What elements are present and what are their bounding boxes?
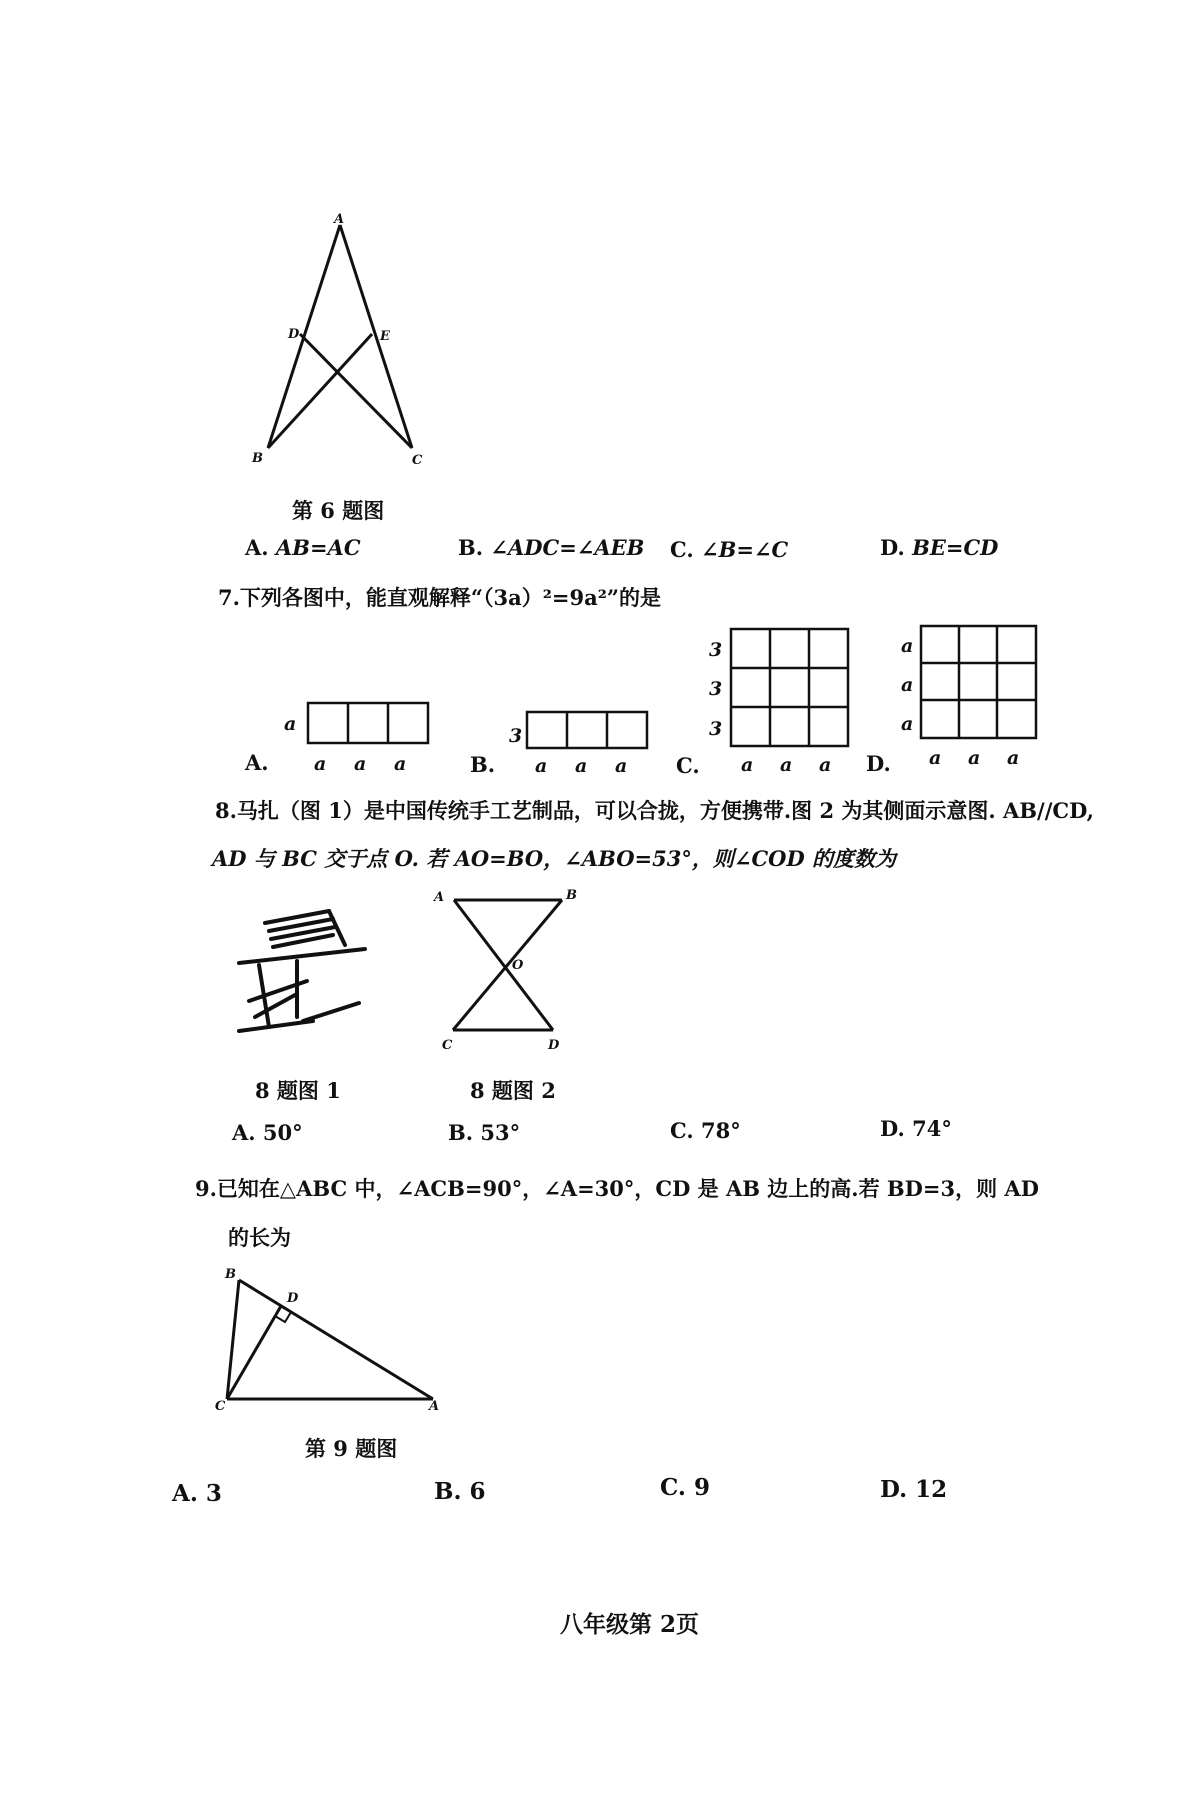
- q7c-side-label: 3: [709, 718, 723, 740]
- q8-option-b[interactable]: [448, 1120, 520, 1145]
- page-footer: 八年级第 2页: [560, 1611, 700, 1638]
- option-text: 53°: [480, 1120, 521, 1145]
- q7-option-c-letter[interactable]: C.: [676, 753, 700, 778]
- q7a-bottom-label: a: [394, 753, 407, 775]
- option-text: 6: [469, 1478, 486, 1505]
- q8-figure2-caption: 8 题图 2: [470, 1078, 556, 1103]
- q9-option-d[interactable]: [880, 1476, 947, 1503]
- q8-stool-illustration: [235, 905, 375, 1045]
- option-letter: C.: [670, 1118, 694, 1143]
- q6-option-d[interactable]: [880, 535, 998, 560]
- q9-point-d: D: [287, 1291, 299, 1306]
- q8-option-a[interactable]: [232, 1120, 303, 1145]
- q6-point-a: A: [334, 212, 345, 227]
- q7-figure-c[interactable]: [705, 625, 865, 785]
- q9-point-b: B: [225, 1267, 236, 1282]
- option-text: 74°: [912, 1116, 952, 1141]
- option-letter: B.: [448, 1120, 474, 1145]
- option-text: ∠B=∠C: [700, 537, 789, 562]
- q7-stem: 7.下列各图中，能直观解释“（3a）²=9a²”的是: [218, 585, 662, 610]
- q8-point-b: B: [566, 888, 577, 903]
- q7b-bottom-label: a: [575, 755, 588, 777]
- q6-point-c: C: [412, 453, 423, 468]
- q8-figure1-caption: 8 题图 1: [255, 1078, 341, 1103]
- option-letter: A.: [172, 1480, 198, 1507]
- option-text: 50°: [262, 1120, 303, 1145]
- q6-option-c[interactable]: [670, 537, 788, 562]
- q7b-side-label: 3: [509, 725, 523, 747]
- q9-option-a[interactable]: [172, 1480, 222, 1507]
- option-text: 9: [693, 1474, 710, 1501]
- q6-point-d: D: [288, 327, 300, 342]
- q8-figure2: [430, 885, 590, 1055]
- q6-figure-caption: 第 6 题图: [292, 498, 385, 523]
- q9-stem-line2: 的长为: [228, 1225, 291, 1250]
- option-letter: B.: [434, 1478, 462, 1505]
- q7d-side-label: a: [901, 713, 914, 735]
- q8-point-d: D: [548, 1038, 560, 1053]
- q7b-bottom-label: a: [535, 755, 548, 777]
- q7a-bottom-label: a: [314, 753, 327, 775]
- q7d-bottom-label: a: [968, 747, 981, 769]
- option-text: 12: [915, 1476, 948, 1503]
- q6-point-b: B: [252, 451, 263, 466]
- option-letter: C.: [660, 1474, 686, 1501]
- q9-point-a: A: [429, 1399, 440, 1412]
- q6-figure: [250, 210, 450, 470]
- q8-stem-line2: AD 与 BC 交于点 O. 若 AO=BO，∠ABO=53°，则∠COD 的度数为: [212, 846, 896, 871]
- q6-option-a[interactable]: [245, 535, 361, 560]
- q7c-bottom-label: a: [741, 754, 754, 776]
- option-letter: D.: [880, 535, 905, 560]
- q7a-side-label: a: [284, 713, 297, 735]
- q7c-side-label: 3: [709, 639, 723, 661]
- q9-figure-caption: 第 9 题图: [305, 1436, 398, 1461]
- q7c-side-label: 3: [709, 678, 723, 700]
- q7a-bottom-label: a: [354, 753, 367, 775]
- q7-figure-a[interactable]: [280, 690, 440, 780]
- q6-point-e: E: [380, 329, 390, 344]
- option-letter: A.: [245, 535, 269, 560]
- option-text: AB=AC: [275, 535, 361, 560]
- option-text: ∠ADC=∠AEB: [490, 535, 645, 560]
- q8-option-d[interactable]: [880, 1116, 952, 1141]
- q7d-bottom-label: a: [1007, 747, 1020, 769]
- q7b-bottom-label: a: [615, 755, 628, 777]
- q9-figure: [215, 1262, 455, 1412]
- q7c-bottom-label: a: [819, 754, 832, 776]
- q7-option-a-letter[interactable]: A.: [245, 750, 269, 775]
- q7d-side-label: a: [901, 674, 914, 696]
- q7-figure-d[interactable]: [895, 622, 1055, 782]
- option-letter: B.: [458, 535, 484, 560]
- option-text: 3: [205, 1480, 222, 1507]
- option-text: BE=CD: [912, 535, 999, 560]
- option-letter: A.: [232, 1120, 256, 1145]
- q8-point-a: A: [434, 890, 445, 905]
- q9-point-c: C: [215, 1399, 226, 1412]
- q7d-side-label: a: [901, 635, 914, 657]
- q8-point-o: O: [512, 958, 524, 973]
- option-letter: D.: [880, 1116, 905, 1141]
- q7d-bottom-label: a: [929, 747, 942, 769]
- q8-point-c: C: [442, 1038, 453, 1053]
- q6-option-b[interactable]: [458, 535, 644, 560]
- q7-option-d-letter[interactable]: D.: [866, 751, 891, 776]
- q7c-bottom-label: a: [780, 754, 793, 776]
- q7-option-b-letter[interactable]: B.: [470, 752, 496, 777]
- q7-figure-b[interactable]: [505, 700, 665, 785]
- q8-option-c[interactable]: [670, 1118, 741, 1143]
- option-letter: C.: [670, 537, 694, 562]
- q9-stem-line1: 9.已知在△ABC 中，∠ACB=90°，∠A=30°，CD 是 AB 边上的高.若 BD=3，则 AD: [195, 1176, 1039, 1201]
- q8-stem-line1: 8.马扎（图 1）是中国传统手工艺制品，可以合拢，方便携带.图 2 为其侧面示意图. AB//CD,: [215, 798, 1094, 823]
- option-letter: D.: [880, 1476, 908, 1503]
- q9-option-c[interactable]: [660, 1474, 710, 1501]
- q9-option-b[interactable]: [434, 1478, 485, 1505]
- option-text: 78°: [700, 1118, 741, 1143]
